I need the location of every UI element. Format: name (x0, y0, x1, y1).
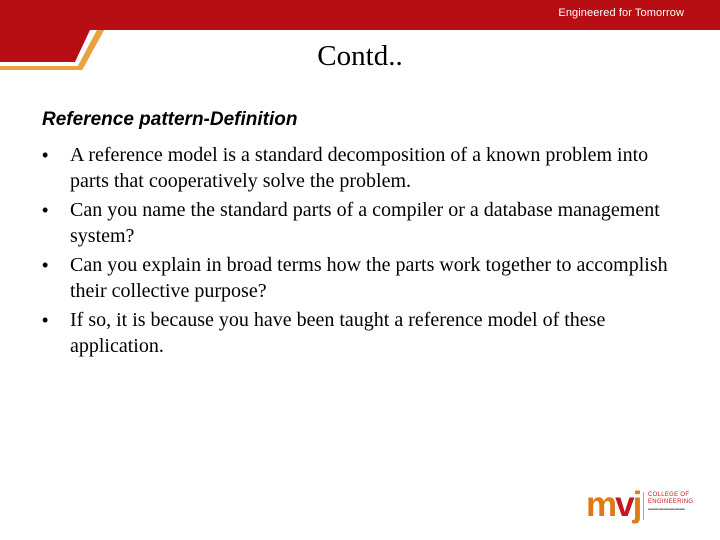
bullet-list (42, 142, 692, 362)
slide-title (0, 40, 720, 73)
logo-divider (643, 492, 644, 520)
bullet-item (42, 197, 692, 249)
logo-letter-j: j (632, 485, 641, 524)
bullet-icon: • (42, 145, 49, 165)
bullet-item (42, 307, 692, 359)
section-subheading: Reference pattern-Definition (42, 109, 298, 130)
bullet-icon: • (42, 310, 49, 330)
bullet-text: A reference model is a standard decomposition of a known problem into parts that cooperatively solve the problem. (70, 144, 649, 192)
logo-line-2: ENGINEERING (648, 499, 694, 505)
logo-line-1: COLLEGE OF (648, 492, 690, 498)
logo-letter-v: v (615, 485, 633, 524)
bullet-icon: • (42, 200, 49, 220)
bullet-icon: • (42, 255, 49, 275)
logo-college-text (648, 492, 706, 513)
logo-fine-print: ▬▬▬▬▬▬▬ (648, 506, 686, 512)
logo-letter-m: m (586, 485, 616, 524)
tagline: Engineered for Tomorrow (558, 7, 684, 19)
bullet-text: If so, it is because you have been taught a reference model of these application. (70, 309, 606, 357)
college-logo (586, 485, 706, 524)
bullet-item (42, 142, 692, 194)
bullet-item (42, 252, 692, 304)
bullet-text: Can you explain in broad terms how the parts work together to accomplish their collective purpose? (70, 254, 668, 302)
bullet-text: Can you name the standard parts of a compiler or a database management system? (70, 199, 660, 247)
slide-title-text: Contd.. (317, 40, 403, 72)
mvj-logo-mark (586, 485, 641, 524)
